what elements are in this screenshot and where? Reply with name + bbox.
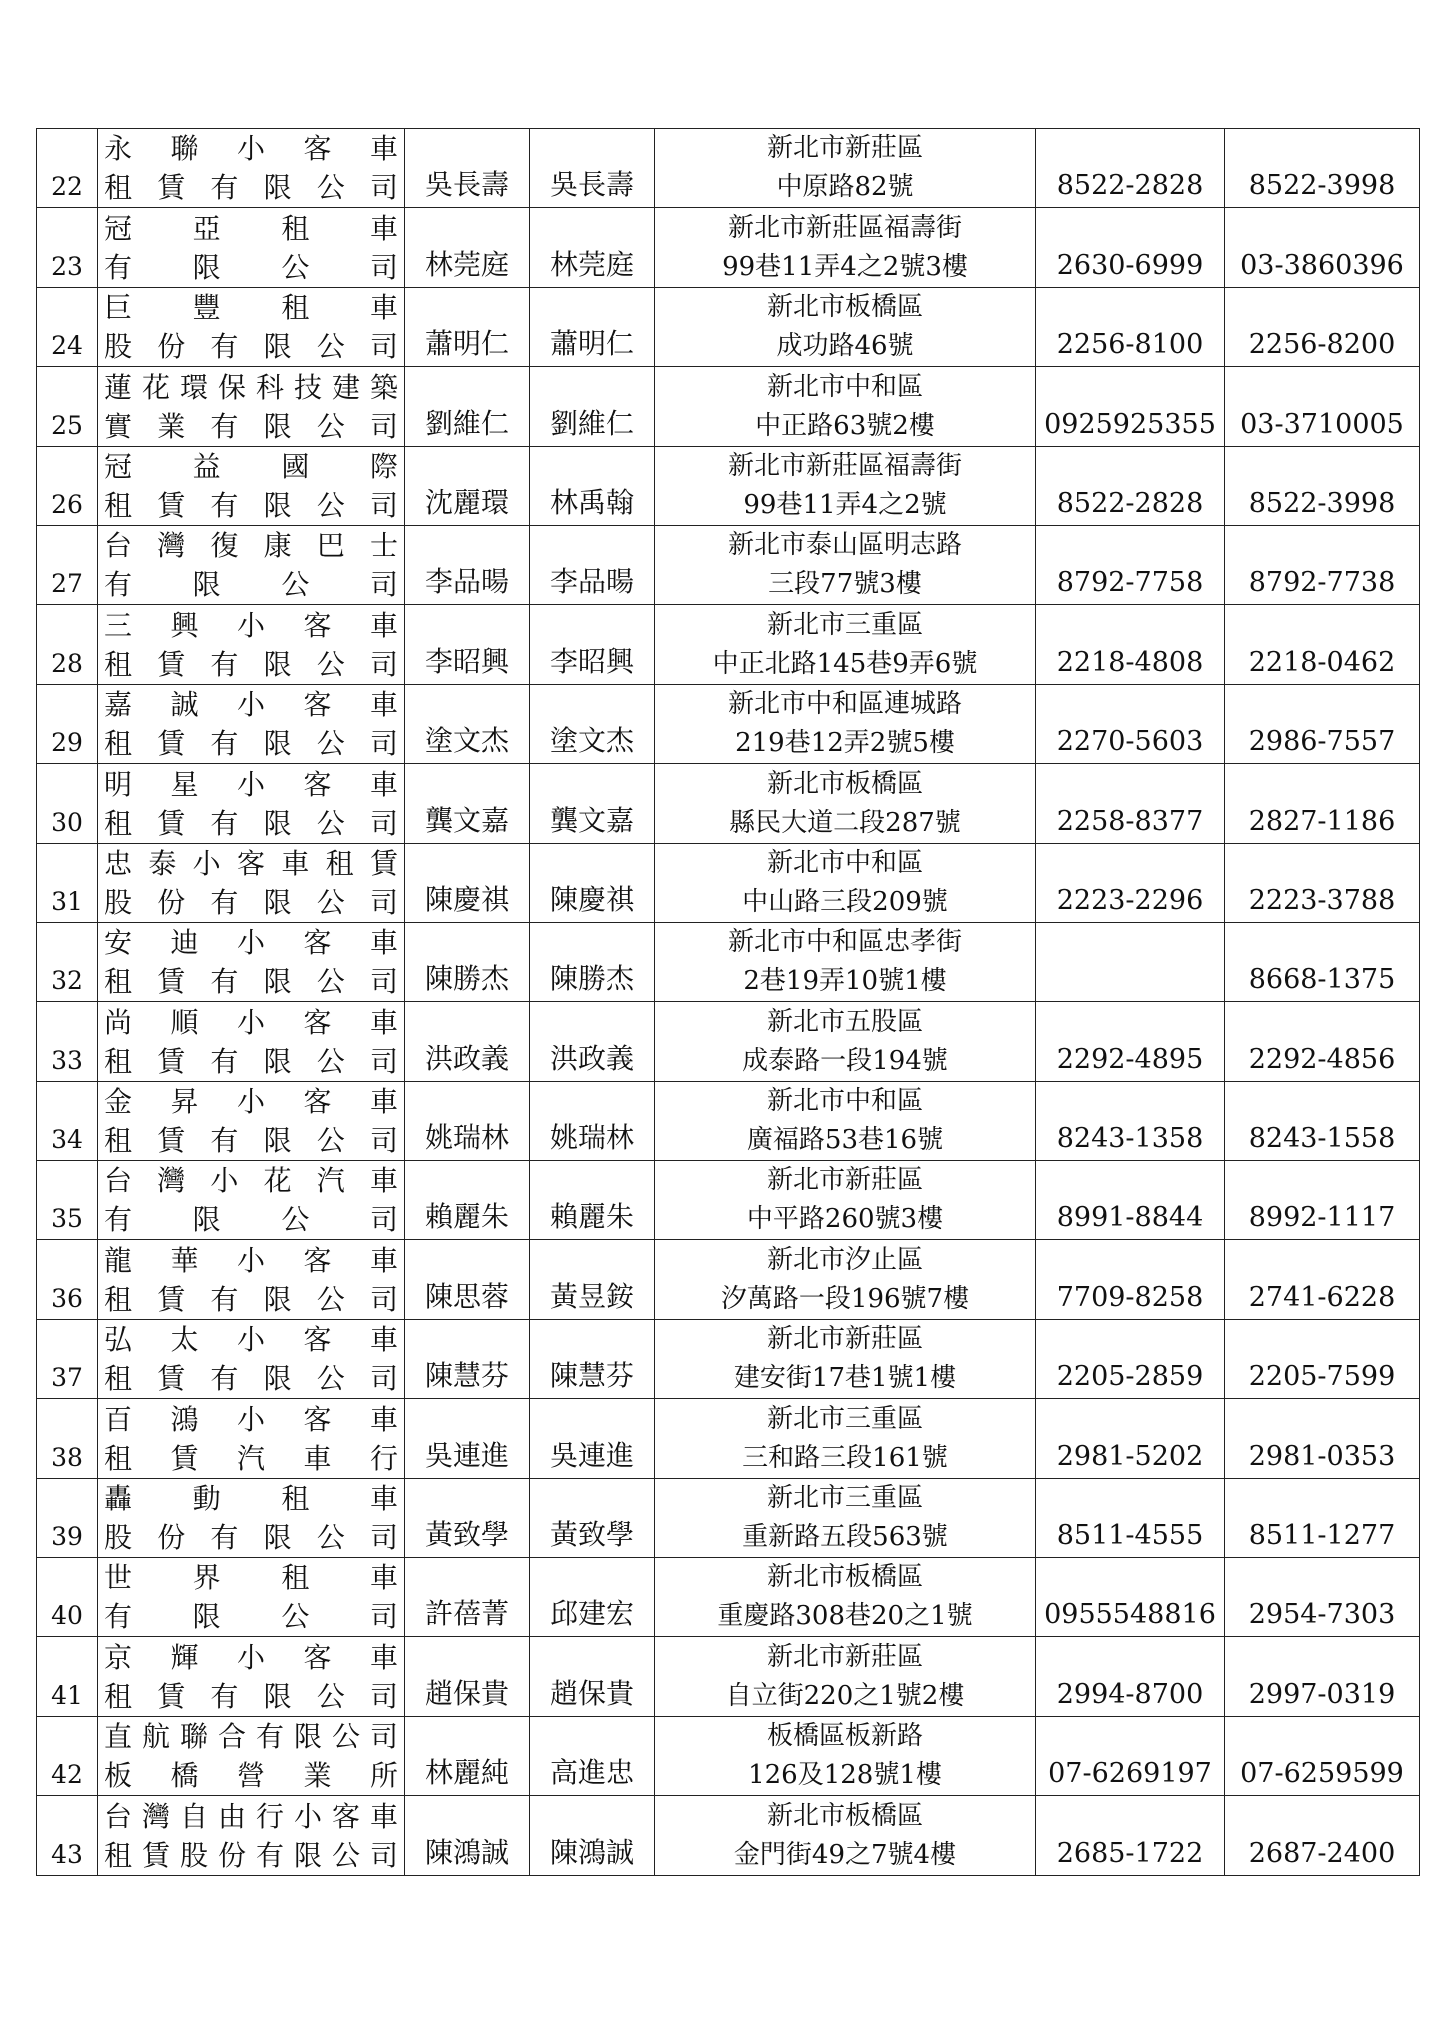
fax-number: 07-6259599 [1225,1716,1420,1795]
address [655,1637,1036,1716]
address-line-2: 2巷19弄10號1樓 [743,966,947,997]
address [655,1002,1036,1081]
address-line-2: 99巷11弄4之2號3樓 [722,251,968,282]
fax-number: 2205-7599 [1225,1319,1420,1398]
table-row [37,684,1420,763]
phone-number: 8243-1358 [1036,1081,1225,1160]
table-row [37,1240,1420,1319]
manager-name: 林禹翰 [530,446,655,525]
company-name [98,525,405,604]
table-row [37,922,1420,1001]
manager-name: 塗文杰 [530,684,655,763]
owner-name: 吳連進 [405,1399,530,1478]
table-row [37,1081,1420,1160]
company-name [98,1161,405,1240]
company-name [98,1637,405,1716]
row-number: 35 [37,1161,98,1240]
phone-number: 07-6269197 [1036,1716,1225,1795]
address-line-1: 新北市五股區 [766,1006,923,1037]
address-line-1: 新北市板橋區 [766,768,923,799]
fax-number: 03-3860396 [1225,208,1420,287]
row-number: 29 [37,684,98,763]
owner-name: 林麗純 [405,1716,530,1795]
manager-name: 邱建宏 [530,1558,655,1637]
company-name-line-1: 京輝小客車 [104,1640,398,1674]
fax-number: 8522-3998 [1225,129,1420,208]
company-name-line-1: 弘太小客車 [104,1323,398,1357]
manager-name: 高進忠 [530,1716,655,1795]
fax-number: 8522-3998 [1225,446,1420,525]
fax-number: 2981-0353 [1225,1399,1420,1478]
row-number: 39 [37,1478,98,1557]
company-name [98,1319,405,1398]
address-line-2: 三和路三段161號 [742,1442,948,1473]
row-number: 26 [37,446,98,525]
table-row [37,1716,1420,1795]
company-name-line-1: 蓮花環保科技建築 [104,370,398,404]
address-line-2: 三段77號3樓 [768,569,922,600]
phone-number: 0925925355 [1036,367,1225,446]
row-number: 43 [37,1796,98,1875]
company-name [98,1558,405,1637]
table-row [37,1478,1420,1557]
owner-name: 蕭明仁 [405,287,530,366]
table-row [37,1637,1420,1716]
company-name-line-2: 有限公司 [104,568,398,602]
row-number: 36 [37,1240,98,1319]
company-name-line-2: 有限公司 [104,1203,398,1237]
fax-number: 2986-7557 [1225,684,1420,763]
fax-number: 2741-6228 [1225,1240,1420,1319]
address-line-2: 重新路五段563號 [742,1522,948,1553]
manager-name: 陳慧芬 [530,1319,655,1398]
phone-number: 8792-7758 [1036,525,1225,604]
row-number: 37 [37,1319,98,1398]
address-line-1: 新北市泰山區明志路 [727,530,962,561]
phone-number: 2685-1722 [1036,1796,1225,1875]
address-line-1: 新北市新莊區 [766,1165,923,1196]
company-name [98,1399,405,1478]
company-name-line-2: 租賃有限公司 [104,727,398,761]
owner-name: 趙保貴 [405,1637,530,1716]
address-line-1: 新北市板橋區 [766,1800,923,1831]
owner-name: 賴麗朱 [405,1161,530,1240]
company-name-line-1: 安迪小客車 [104,926,398,960]
phone-number: 0955548816 [1036,1558,1225,1637]
company-name-line-2: 租賃有限公司 [104,647,398,681]
row-number: 23 [37,208,98,287]
address [655,1240,1036,1319]
company-name [98,208,405,287]
company-name [98,922,405,1001]
company-name-line-2: 股份有限公司 [104,330,398,364]
row-number: 34 [37,1081,98,1160]
manager-name: 李昭興 [530,605,655,684]
table-row [37,1161,1420,1240]
fax-number: 03-3710005 [1225,367,1420,446]
manager-name: 黃致學 [530,1478,655,1557]
company-name-line-2: 租賃有限公司 [104,1124,398,1158]
owner-name: 黃致學 [405,1478,530,1557]
company-name-line-1: 龍華小客車 [104,1243,398,1277]
phone-number: 2630-6999 [1036,208,1225,287]
phone-number: 2270-5603 [1036,684,1225,763]
address-line-1: 新北市三重區 [766,1483,923,1514]
owner-name: 許蓓菁 [405,1558,530,1637]
manager-name: 劉維仁 [530,367,655,446]
company-name [98,605,405,684]
row-number: 32 [37,922,98,1001]
address-line-2: 成功路46號 [776,331,914,362]
fax-number: 8243-1558 [1225,1081,1420,1160]
company-name-line-2: 租賃有限公司 [104,965,398,999]
rental-company-table-page [36,128,1404,1876]
company-name-line-2: 租賃股份有限公司 [104,1838,398,1872]
address-line-1: 新北市板橋區 [766,292,923,323]
company-name-line-1: 台灣復康巴士 [104,529,398,563]
address-line-1: 新北市新莊區福壽街 [727,450,962,481]
manager-name: 陳慶祺 [530,843,655,922]
address [655,922,1036,1001]
phone-number: 2223-2296 [1036,843,1225,922]
address-line-2: 126及128號1樓 [748,1760,942,1791]
company-name [98,446,405,525]
company-name-line-2: 板橋營業所 [104,1759,398,1793]
owner-name: 陳鴻誠 [405,1796,530,1875]
address-line-1: 新北市中和區 [766,371,923,402]
address [655,525,1036,604]
address-line-2: 自立街220之1號2樓 [725,1680,965,1711]
phone-number: 2292-4895 [1036,1002,1225,1081]
fax-number: 2218-0462 [1225,605,1420,684]
table-row [37,287,1420,366]
address-line-2: 成泰路一段194號 [742,1045,948,1076]
address-line-2: 99巷11弄4之2號 [743,489,947,520]
company-name-line-1: 尚順小客車 [104,1005,398,1039]
address [655,446,1036,525]
address [655,208,1036,287]
manager-name: 黃昱銨 [530,1240,655,1319]
company-name-line-2: 實業有限公司 [104,409,398,443]
address-line-1: 新北市中和區 [766,1086,923,1117]
company-name-line-2: 租賃有限公司 [104,1044,398,1078]
phone-number: 2258-8377 [1036,764,1225,843]
address [655,1716,1036,1795]
company-name-line-2: 租賃有限公司 [104,171,398,205]
address-line-1: 新北市新莊區 [766,1324,923,1355]
manager-name: 吳長壽 [530,129,655,208]
owner-name: 龔文嘉 [405,764,530,843]
address-line-2: 中平路260號3樓 [746,1204,944,1235]
company-name-line-1: 台灣自由行小客車 [104,1799,398,1833]
company-name [98,1002,405,1081]
company-name-line-1: 巨豐租車 [104,291,398,325]
address [655,129,1036,208]
company-name [98,764,405,843]
owner-name: 陳慧芬 [405,1319,530,1398]
table-row [37,1002,1420,1081]
company-name-line-1: 嘉誠小客車 [104,688,398,722]
fax-number: 8668-1375 [1225,922,1420,1001]
phone-number: 8991-8844 [1036,1161,1225,1240]
fax-number: 8792-7738 [1225,525,1420,604]
company-name-line-2: 租賃有限公司 [104,488,398,522]
company-name-line-1: 忠泰小客車租賃 [104,846,398,880]
manager-name: 姚瑞林 [530,1081,655,1160]
address-line-2: 縣民大道二段287號 [729,807,961,838]
company-name-line-2: 租賃有限公司 [104,1679,398,1713]
owner-name: 塗文杰 [405,684,530,763]
owner-name: 吳長壽 [405,129,530,208]
company-name-line-1: 世界租車 [104,1561,398,1595]
row-number: 25 [37,367,98,446]
company-name [98,1081,405,1160]
company-name [98,129,405,208]
company-name-line-1: 明星小客車 [104,767,398,801]
owner-name: 李昭興 [405,605,530,684]
phone-number: 2994-8700 [1036,1637,1225,1716]
address-line-1: 板橋區板新路 [766,1721,923,1752]
table-row [37,1399,1420,1478]
address [655,1319,1036,1398]
fax-number: 2954-7303 [1225,1558,1420,1637]
company-name-line-1: 冠益國際 [104,449,398,483]
company-name-line-1: 百鴻小客車 [104,1402,398,1436]
address [655,764,1036,843]
fax-number: 2256-8200 [1225,287,1420,366]
fax-number: 8992-1117 [1225,1161,1420,1240]
table-row [37,208,1420,287]
owner-name: 沈麗環 [405,446,530,525]
company-name-line-2: 租賃汽車行 [104,1441,398,1475]
table-row [37,1319,1420,1398]
manager-name: 蕭明仁 [530,287,655,366]
address-line-2: 中正路63號2樓 [755,410,935,441]
phone-number [1036,922,1225,1001]
row-number: 28 [37,605,98,684]
phone-number: 8522-2828 [1036,129,1225,208]
row-number: 42 [37,1716,98,1795]
address-line-1: 新北市中和區連城路 [727,689,962,720]
address-line-2: 中正北路145巷9弄6號 [712,648,978,679]
company-name [98,287,405,366]
address-line-1: 新北市新莊區福壽街 [727,212,962,243]
address-line-1: 新北市中和區 [766,847,923,878]
address-line-1: 新北市新莊區 [766,133,923,164]
address [655,605,1036,684]
row-number: 38 [37,1399,98,1478]
company-name-line-1: 三興小客車 [104,608,398,642]
address [655,367,1036,446]
address-line-2: 汐萬路一段196號7樓 [720,1283,970,1314]
row-number: 33 [37,1002,98,1081]
row-number: 41 [37,1637,98,1716]
manager-name: 吳連進 [530,1399,655,1478]
company-name-line-2: 股份有限公司 [104,1521,398,1555]
owner-name: 洪政義 [405,1002,530,1081]
row-number: 22 [37,129,98,208]
owner-name: 陳慶祺 [405,843,530,922]
address [655,1161,1036,1240]
fax-number: 2292-4856 [1225,1002,1420,1081]
fax-number: 2223-3788 [1225,843,1420,922]
company-name [98,367,405,446]
fax-number: 2827-1186 [1225,764,1420,843]
address [655,1399,1036,1478]
row-number: 40 [37,1558,98,1637]
fax-number: 2687-2400 [1225,1796,1420,1875]
fax-number: 8511-1277 [1225,1478,1420,1557]
phone-number: 2981-5202 [1036,1399,1225,1478]
address [655,1558,1036,1637]
table-row [37,764,1420,843]
table-row [37,1558,1420,1637]
company-name-line-1: 轟動租車 [104,1482,398,1516]
manager-name: 陳勝杰 [530,922,655,1001]
company-name-line-1: 直航聯合有限公司 [104,1720,398,1754]
row-number: 30 [37,764,98,843]
company-name [98,843,405,922]
company-name [98,684,405,763]
address-line-1: 新北市中和區忠孝街 [727,927,962,958]
manager-name: 賴麗朱 [530,1161,655,1240]
phone-number: 8511-4555 [1036,1478,1225,1557]
row-number: 24 [37,287,98,366]
company-name [98,1716,405,1795]
phone-number: 2205-2859 [1036,1319,1225,1398]
table-row [37,129,1420,208]
fax-number: 2997-0319 [1225,1637,1420,1716]
address-line-2: 中山路三段209號 [742,886,948,917]
company-name-line-1: 冠亞租車 [104,211,398,245]
manager-name: 趙保貴 [530,1637,655,1716]
address [655,1796,1036,1875]
address-line-1: 新北市三重區 [766,1403,923,1434]
phone-number: 2218-4808 [1036,605,1225,684]
table-row [37,1796,1420,1875]
table-body [37,129,1420,1876]
rental-company-table [36,128,1420,1876]
owner-name: 陳勝杰 [405,922,530,1001]
manager-name: 陳鴻誠 [530,1796,655,1875]
phone-number: 8522-2828 [1036,446,1225,525]
address-line-1: 新北市三重區 [766,609,923,640]
company-name-line-2: 有限公司 [104,250,398,284]
owner-name: 李品暘 [405,525,530,604]
address-line-1: 新北市新莊區 [766,1641,923,1672]
company-name-line-2: 租賃有限公司 [104,1282,398,1316]
row-number: 31 [37,843,98,922]
address [655,684,1036,763]
address-line-2: 中原路82號 [776,172,914,203]
address-line-2: 建安街17巷1號1樓 [733,1363,957,1394]
manager-name: 洪政義 [530,1002,655,1081]
owner-name: 劉維仁 [405,367,530,446]
table-row [37,843,1420,922]
company-name-line-2: 租賃有限公司 [104,1362,398,1396]
owner-name: 林莞庭 [405,208,530,287]
manager-name: 林莞庭 [530,208,655,287]
owner-name: 陳思蓉 [405,1240,530,1319]
table-row [37,525,1420,604]
address [655,1081,1036,1160]
company-name-line-1: 金昇小客車 [104,1085,398,1119]
company-name-line-1: 永聯小客車 [104,132,398,166]
address-line-2: 廣福路53巷16號 [746,1125,944,1156]
address [655,287,1036,366]
phone-number: 2256-8100 [1036,287,1225,366]
address-line-2: 219巷12弄2號5樓 [735,728,955,759]
address-line-2: 金門街49之7號4樓 [733,1839,957,1870]
table-row [37,605,1420,684]
company-name [98,1796,405,1875]
manager-name: 李品暘 [530,525,655,604]
row-number: 27 [37,525,98,604]
address-line-2: 重慶路308巷20之1號 [717,1601,973,1632]
address [655,843,1036,922]
company-name-line-1: 台灣小花汽車 [104,1164,398,1198]
company-name [98,1478,405,1557]
address-line-1: 新北市板橋區 [766,1562,923,1593]
address-line-1: 新北市汐止區 [766,1244,923,1275]
company-name-line-2: 租賃有限公司 [104,806,398,840]
company-name-line-2: 股份有限公司 [104,885,398,919]
phone-number: 7709-8258 [1036,1240,1225,1319]
company-name [98,1240,405,1319]
table-row [37,367,1420,446]
company-name-line-2: 有限公司 [104,1600,398,1634]
address [655,1478,1036,1557]
owner-name: 姚瑞林 [405,1081,530,1160]
manager-name: 龔文嘉 [530,764,655,843]
table-row [37,446,1420,525]
